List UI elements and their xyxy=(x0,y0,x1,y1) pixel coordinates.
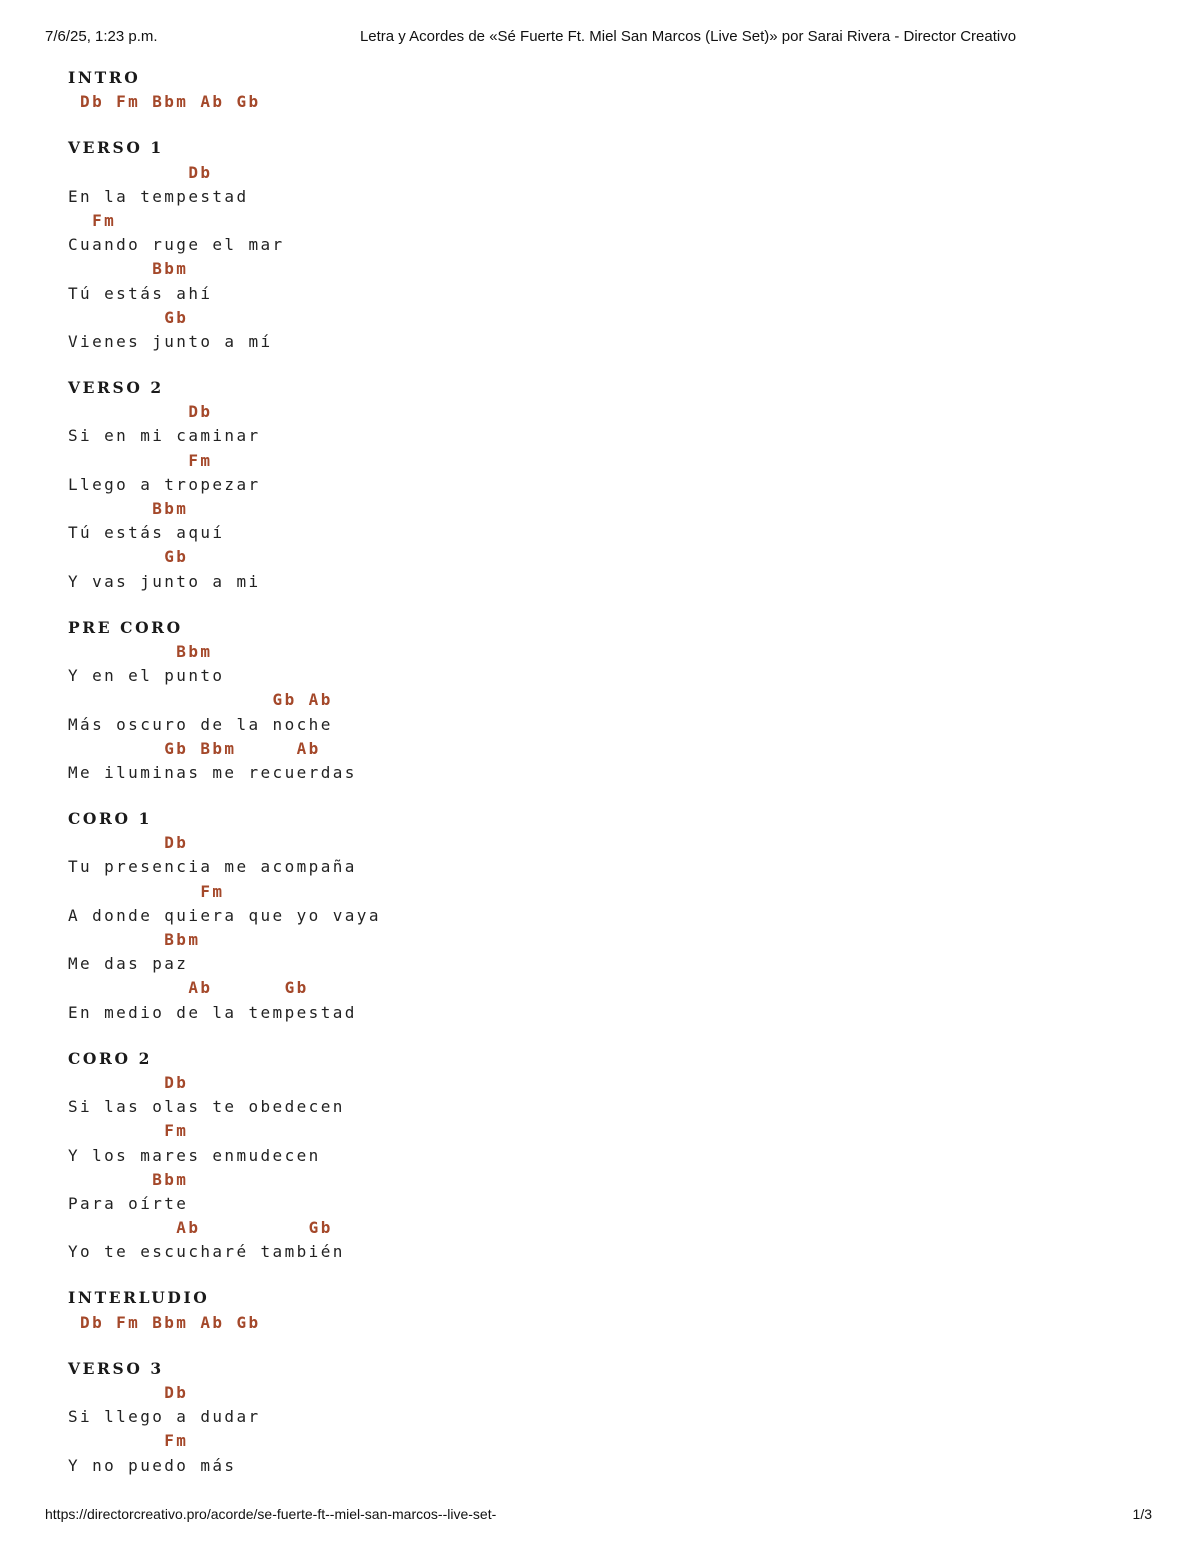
lyric-line: Tu presencia me acompaña xyxy=(68,857,357,877)
page-number: 1/3 xyxy=(1132,1506,1152,1522)
chord-line: Db xyxy=(68,402,213,422)
lyric-line: En la tempestad xyxy=(68,186,249,206)
lyric-line: Tú estás aquí xyxy=(68,523,225,543)
chord-line: Gb Ab xyxy=(68,690,333,710)
print-header xyxy=(0,28,1200,50)
section-spacer xyxy=(68,1264,1148,1286)
chord-line: Gb xyxy=(68,307,189,327)
chord-line: Bbm xyxy=(68,1169,189,1189)
lyric-line: Si en mi caminar xyxy=(68,426,261,446)
chord-line: Bbm xyxy=(68,499,189,518)
section-heading: INTERLUDIO xyxy=(68,1288,210,1308)
section-spacer xyxy=(68,594,1148,616)
lyric-line: En medio de la tempestad xyxy=(68,1002,357,1022)
lyric-line: Y no puedo más xyxy=(68,1455,237,1475)
lyric-line: Llego a tropezar xyxy=(68,474,261,494)
section-spacer xyxy=(68,354,1148,376)
lyric-line: Tú estás ahí xyxy=(68,283,213,303)
lyric-line: Me iluminas me recuerdas xyxy=(68,762,357,782)
chord-line: Fm xyxy=(68,210,117,230)
chord-line: Db xyxy=(68,1072,189,1092)
print-footer xyxy=(0,1506,1200,1528)
lyric-line: Y en el punto xyxy=(68,666,225,686)
print-url: https://directorcreativo.pro/acorde/se-fuerte-ft--miel-san-marcos--live-set- xyxy=(45,1506,497,1522)
chord-line: Fm xyxy=(68,450,213,470)
chord-line: Db Fm Bbm Ab Gb xyxy=(68,1312,261,1332)
print-date: 7/6/25, 1:23 p.m. xyxy=(45,28,158,45)
chord-line: Db Fm Bbm Ab Gb xyxy=(68,92,261,112)
section-heading: INTRO xyxy=(68,68,141,87)
lyric-line: Si llego a dudar xyxy=(68,1407,261,1427)
lyric-line: Más oscuro de la noche xyxy=(68,714,333,734)
section-heading: CORO 1 xyxy=(68,809,153,829)
chord-sheet xyxy=(68,66,1148,1478)
chord-line: Bbm xyxy=(68,259,189,279)
chord-line: Db xyxy=(68,162,213,182)
lyric-line: Y los mares enmudecen xyxy=(68,1145,321,1165)
chord-line: Gb xyxy=(68,547,189,567)
lyric-line: Vienes junto a mí xyxy=(68,331,273,351)
chord-line: Bbm xyxy=(68,930,201,949)
lyric-line: Cuando ruge el mar xyxy=(68,235,285,255)
chord-line: Gb Bbm Ab xyxy=(68,738,321,758)
lyric-line: Para oírte xyxy=(68,1193,189,1213)
chord-line: Fm xyxy=(68,1121,189,1141)
section-spacer xyxy=(68,1335,1148,1357)
chord-line: Db xyxy=(68,1383,189,1402)
section-heading: VERSO 1 xyxy=(68,138,164,158)
section-heading: PRE CORO xyxy=(68,617,183,637)
chord-line: Fm xyxy=(68,881,225,901)
chord-line: Ab Gb xyxy=(68,1218,333,1238)
lyric-line: Y vas junto a mi xyxy=(68,571,261,591)
section-heading: VERSO 3 xyxy=(68,1358,164,1378)
section-spacer xyxy=(68,785,1148,807)
chord-line: Db xyxy=(68,833,189,853)
lyric-line: Me das paz xyxy=(68,954,189,974)
lyric-line: Yo te escucharé también xyxy=(68,1242,345,1262)
chord-line: Bbm xyxy=(68,641,213,661)
section-spacer xyxy=(68,114,1148,136)
lyric-line: A donde quiera que yo vaya xyxy=(68,905,381,925)
section-heading: CORO 2 xyxy=(68,1048,153,1068)
chord-line: Fm xyxy=(68,1431,189,1451)
section-heading: VERSO 2 xyxy=(68,378,164,398)
lyric-line: Si las olas te obedecen xyxy=(68,1097,345,1117)
section-spacer xyxy=(68,1025,1148,1047)
print-page-title: Letra y Acordes de «Sé Fuerte Ft. Miel San Marcos (Live Set)» por Sarai Rivera - Director Creativo xyxy=(359,28,1017,45)
chord-line: Ab Gb xyxy=(68,978,309,998)
